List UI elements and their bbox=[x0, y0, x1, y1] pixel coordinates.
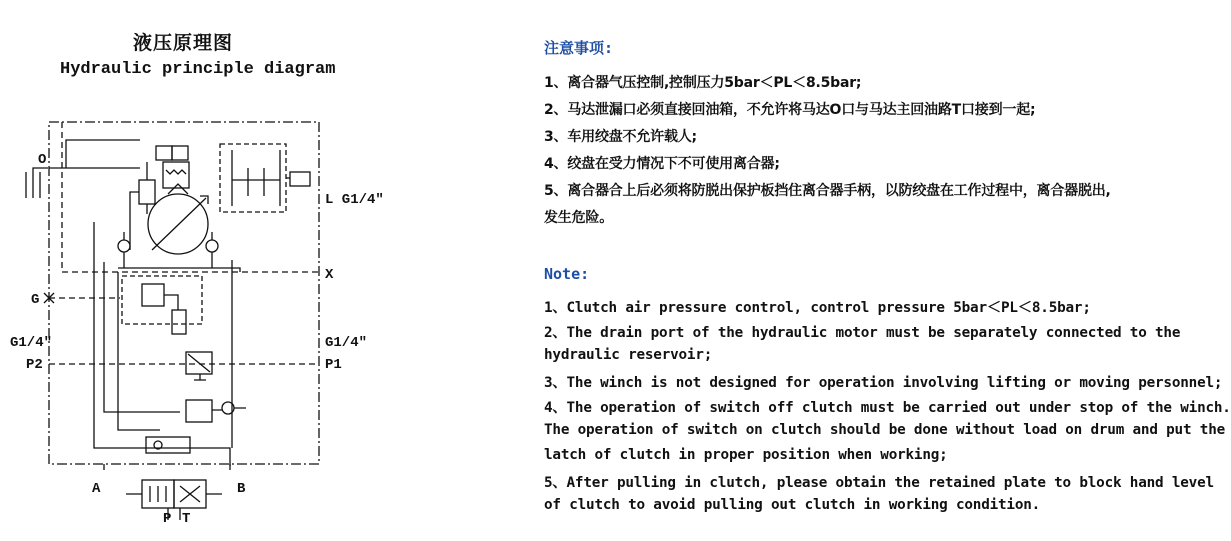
clutch-box bbox=[220, 144, 286, 212]
port-b-label: B bbox=[237, 481, 246, 497]
pressure-switch bbox=[142, 284, 164, 306]
port-g-label: G bbox=[31, 292, 40, 308]
note-cn-5: 5、离合器合上后必须将防脱出保护板挡住离合器手柄，以防绞盘在工作过程中，离合器脱出, bbox=[544, 183, 1111, 199]
note-cn-3: 3、车用绞盘不允许载人; bbox=[544, 129, 697, 145]
note-cn-1: 1、离合器气压控制,控制压力5bar＜PL＜8.5bar; bbox=[544, 75, 862, 91]
diagram-title-en: Hydraulic principle diagram bbox=[60, 60, 336, 79]
shuttle-valve bbox=[146, 437, 190, 453]
note-cn-5-cont: 发生危险。 bbox=[544, 210, 613, 226]
port-g14-right-label: G1/4" bbox=[325, 335, 368, 351]
note-en-2-cont: hydraulic reservoir; bbox=[544, 347, 713, 363]
note-en-2: 2、The drain port of the hydraulic motor must be separately connected to the bbox=[544, 325, 1181, 341]
port-o-label: O bbox=[38, 152, 47, 168]
note-en-3: 3、The winch is not designed for operation involving lifting or moving personnel; bbox=[544, 375, 1223, 391]
note-en-1: 1、Clutch air pressure control, control pressure 5bar＜PL＜8.5bar; bbox=[544, 300, 1091, 316]
note-cn-4: 4、绞盘在受力情况下不可使用离合器; bbox=[544, 156, 780, 172]
notes-en-heading: Note: bbox=[544, 265, 590, 283]
port-p2-label: P2 bbox=[26, 357, 43, 373]
port-p1-label: P1 bbox=[325, 357, 342, 373]
port-g14-left-label: G1/4" bbox=[10, 335, 53, 351]
notes-cn-heading: 注意事项: bbox=[544, 39, 614, 57]
port-x-label: X bbox=[325, 267, 334, 283]
note-en-4-cont2: latch of clutch in proper position when working; bbox=[544, 447, 948, 463]
note-en-5: 5、After pulling in clutch, please obtain the retained plate to block hand level bbox=[544, 475, 1214, 491]
port-p-label: P bbox=[163, 511, 172, 527]
valve-block-boundary bbox=[49, 122, 319, 464]
port-l-label: L G1/4" bbox=[325, 192, 384, 208]
note-en-5-cont: of clutch to avoid pulling out clutch in working condition. bbox=[544, 497, 1041, 513]
brake-unit bbox=[163, 162, 189, 188]
hydraulic-schematic bbox=[0, 0, 540, 541]
note-cn-2: 2、马达泄漏口必须直接回油箱，不允许将马达O口与马达主回油路T口接到一起; bbox=[544, 102, 1036, 118]
port-t-label: T bbox=[182, 511, 191, 527]
diagram-title-cn: 液压原理图 bbox=[133, 32, 234, 54]
counterbalance-valve bbox=[186, 400, 212, 422]
note-en-4: 4、The operation of switch off clutch must be carried out under stop of the winch. bbox=[544, 400, 1231, 416]
solenoid-valve bbox=[156, 146, 172, 160]
note-en-4-cont1: The operation of switch on clutch should be done without load on drum and put the bbox=[544, 422, 1226, 438]
port-a-label: A bbox=[92, 481, 101, 497]
